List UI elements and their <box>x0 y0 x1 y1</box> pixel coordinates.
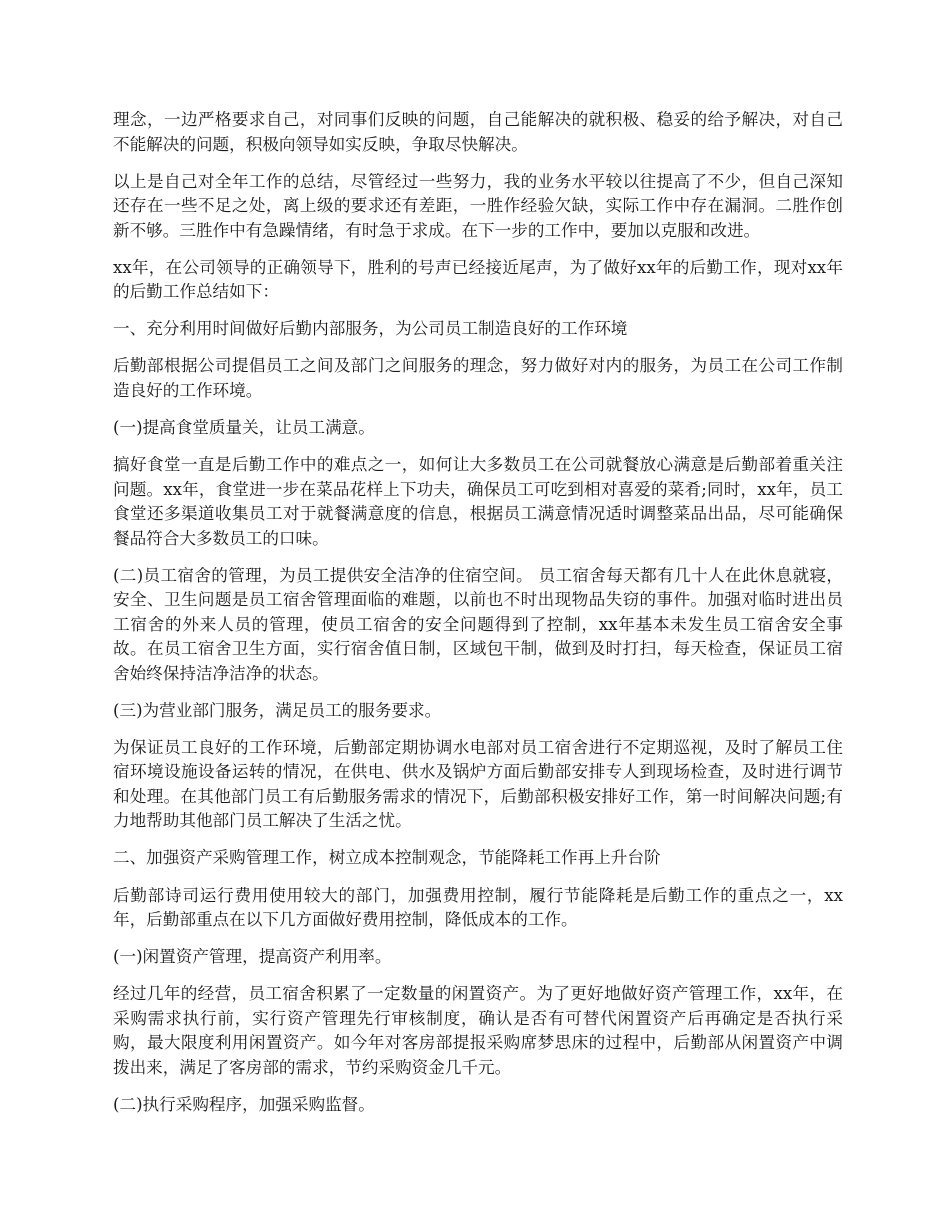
subheading-1-1: (一)提高食堂质量关，让员工满意。 <box>113 417 375 437</box>
paragraph-service: 为保证员工良好的工作环境，后勤部定期协调水电部对员工宿舍进行不定期巡视，及时了解员工住宿环境设施设备运转的情况，在供电、供水及锅炉方面后勤部安排专人到现场检查，及时进行调节和处理。在其他部门员工有后勤服务需求的情况下，后勤部积极安排好工作，第一时间解决问题;有力地帮助其他部门员工解决了生活之忧。 <box>113 737 843 831</box>
document-body <box>113 108 843 1130</box>
paragraph-dormitory: (二)员工宿舍的管理，为员工提供安全洁净的住宿空间。 员工宿舍每天都有几十人在此休息就寝，安全、卫生问题是员工宿舍管理面临的难题，以前也不时出现物品失窃的事件。加强对临时进出员工宿舍的外来人员的管理，使员工宿舍的安全问题得到了控制，xx年基本未发生员工宿舍安全事故。在员工宿舍卫生方面，实行宿舍值日制，区域包干制，做到及时打扫，每天检查，保证员工宿舍始终保持洁净洁净的状态。 <box>113 565 843 683</box>
section-heading-1: 一、充分利用时间做好后勤内部服务，为公司员工制造良好的工作环境 <box>113 319 628 339</box>
paragraph-closing-remarks: 理念，一边严格要求自己，对同事们反映的问题，自己能解决的就积极、稳妥的给予解决，对自己不能解决的问题，积极向领导如实反映，争取尽快解决。 <box>113 110 843 154</box>
paragraph-canteen: 搞好食堂一直是后勤工作中的难点之一，如何让大多数员工在公司就餐放心满意是后勤部着重关注问题。xx年，食堂进一步在菜品花样上下功夫，确保员工可吃到相对喜爱的菜肴;同时，xx年，员工食堂还多渠道收集员工对于就餐满意度的信息，根据员工满意情况适时调整菜品出品，尽可能确保餐品符合大多数员工的口味。 <box>113 455 843 548</box>
paragraph-section-2-body: 后勤部诗司运行费用使用较大的部门，加强费用控制，履行节能降耗是后勤工作的重点之一，xx年，后勤部重点在以下几方面做好费用控制，降低成本的工作。 <box>113 885 843 930</box>
subheading-1-3: (三)为营业部门服务，满足员工的服务要求。 <box>113 700 442 720</box>
paragraph-section-1-body: 后勤部根据公司提倡员工之间及部门之间服务的理念，努力做好对内的服务，为员工在公司工作制造良好的工作环境。 <box>113 356 843 400</box>
subheading-2-1: (一)闲置资产管理，提高资产利用率。 <box>113 947 392 967</box>
section-heading-2: 二、加强资产采购管理工作，树立成本控制观念，节能降耗工作再上升台阶 <box>113 848 661 868</box>
paragraph-intro: xx年，在公司领导的正确领导下，胜利的号声已经接近尾声，为了做好xx年的后勤工作，现对xx年的后勤工作总结如下： <box>113 257 843 302</box>
paragraph-summary-shortcomings: 以上是自己对全年工作的总结，尽管经过一些努力，我的业务水平较以往提高了不少，但自己深知还存在一些不足之处，离上级的要求还有差距，一胜作经验欠缺，实际工作中存在漏洞。二胜作创新不够。三胜作中有急躁情绪，有时急于求成。在下一步的工作中，要加以克服和改进。 <box>113 171 843 240</box>
subheading-2-2: (二)执行采购程序，加强采购监督。 <box>113 1094 375 1114</box>
paragraph-idle-assets: 经过几年的经营，员工宿舍积累了一定数量的闲置资产。为了更好地做好资产管理工作，xx年，在采购需求执行前，实行资产管理先行审核制度，确认是否有可替代闲置资产后再确定是否执行采购，最大限度利用闲置资产。如今年对客房部提报采购席梦思床的过程中，后勤部从闲置资产中调拨出来，满足了客房部的需求，节约采购资金几千元。 <box>113 984 843 1077</box>
